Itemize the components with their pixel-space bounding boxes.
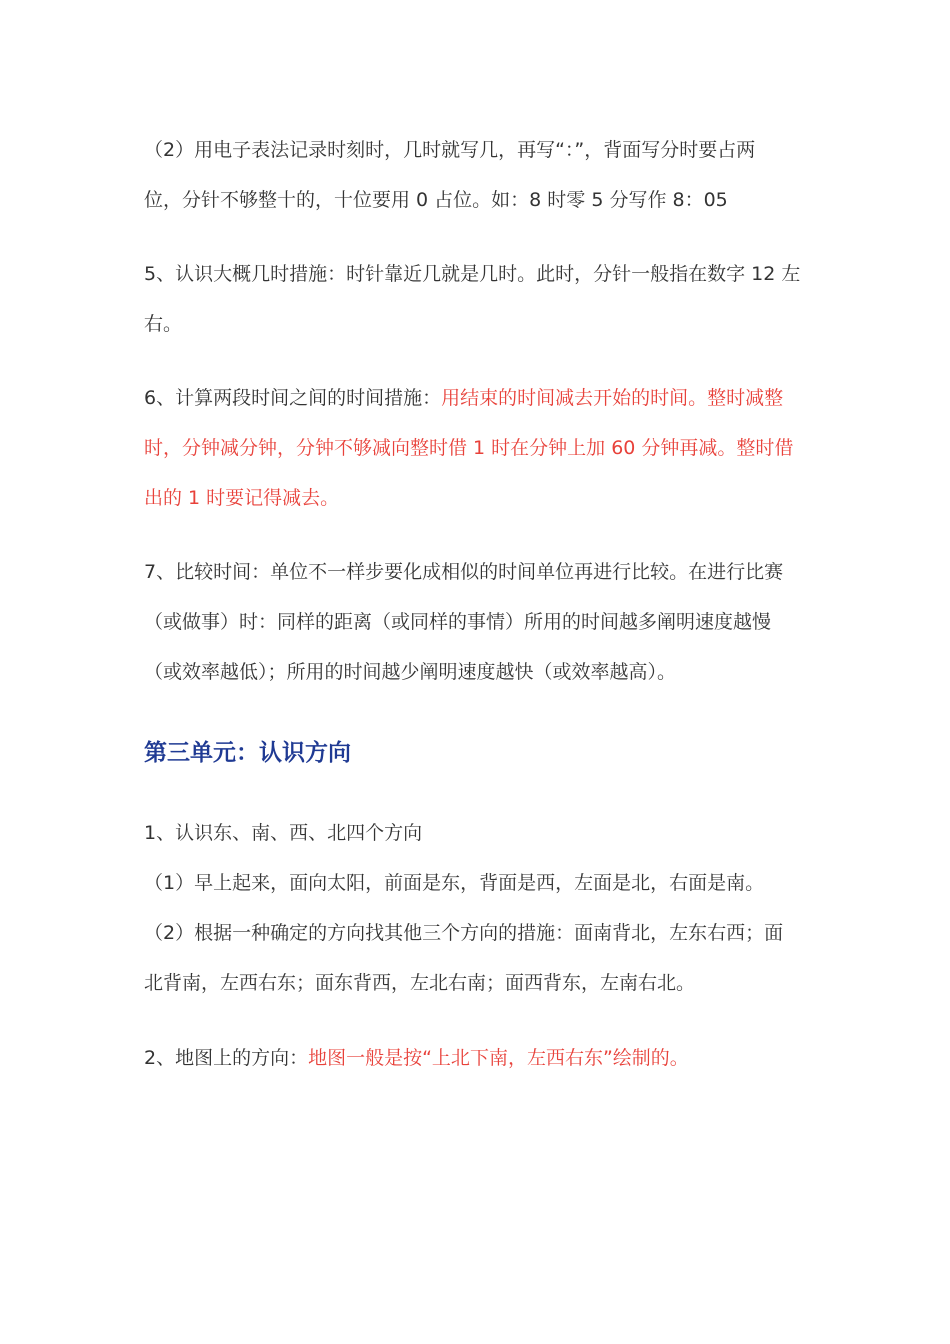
paragraph-line: 5、认识大概几时措施：时针靠近几就是几时。此时，分针一般指在数字 12 左 [144, 263, 801, 285]
paragraph-line: 位，分针不够整十的，十位要用 0 占位。如：8 时零 5 分写作 8：05 [144, 189, 728, 211]
paragraph-line: 北背南，左西右东；面东背西，左北右南；面西背东，左南右北。 [144, 972, 696, 994]
paragraph-line: （1）早上起来，面向太阳，前面是东，背面是西，左面是北，右面是南。 [144, 872, 765, 894]
highlighted-line: 时，分钟减分钟，分钟不够减向整时借 1 时在分钟上加 60 分钟再减。整时借 [144, 437, 794, 459]
section-heading: 第三单元：认识方向 [144, 740, 351, 766]
paragraph-line: 右。 [144, 313, 183, 335]
paragraph-line: 1、认识东、南、西、北四个方向 [144, 822, 423, 844]
highlighted-text: 地图一般是按“上北下南，左西右东”绘制的。 [308, 1047, 689, 1069]
paragraph-line: 7、比较时间：单位不一样步要化成相似的时间单位再进行比较。在进行比赛 [144, 561, 784, 583]
paragraph-line [144, 1046, 814, 1070]
paragraph-line: （2）用电子表法记录时刻时，几时就写几，再写“：”，背面写分时要占两 [144, 139, 756, 161]
highlighted-line: 出的 1 时要记得减去。 [144, 487, 340, 509]
paragraph-line: （或做事）时：同样的距离（或同样的事情）所用的时间越多阐明速度越慢 [144, 611, 772, 633]
item-label: 6、计算两段时间之间的时间措施： [144, 387, 442, 409]
item-label: 2、地图上的方向： [144, 1047, 309, 1069]
paragraph-line: （2）根据一种确定的方向找其他三个方向的措施：面南背北，左东右西；面 [144, 922, 784, 944]
highlighted-text: 用结束的时间减去开始的时间。整时减整 [441, 387, 784, 409]
paragraph-line [144, 386, 814, 410]
paragraph-line: （或效率越低）；所用的时间越少阐明速度越快（或效率越高）。 [144, 661, 677, 683]
